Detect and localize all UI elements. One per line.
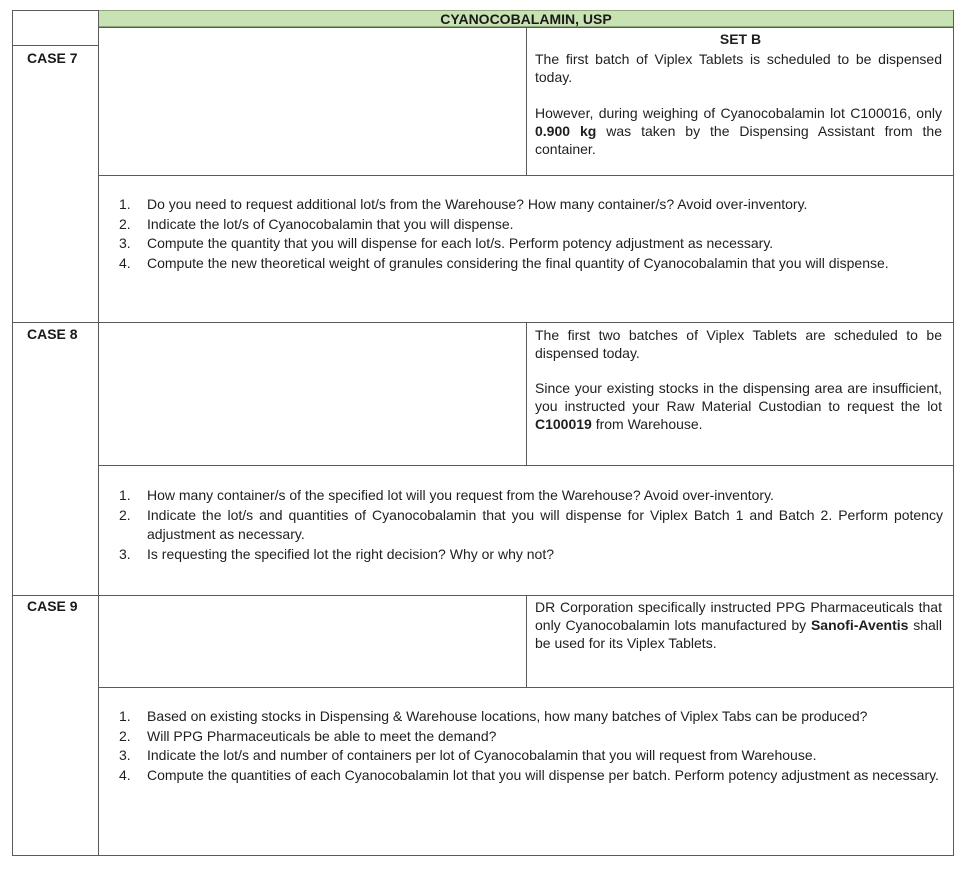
question-item — [119, 707, 943, 727]
question-number: 4. — [119, 254, 131, 271]
question-number: 3. — [119, 747, 131, 763]
case-9-questions — [119, 707, 943, 785]
case-9-scenario-p1 — [535, 598, 942, 652]
case-8-label: CASE 8 — [27, 326, 78, 342]
case-8-scenario-p2 — [535, 379, 942, 433]
case-9-label: CASE 9 — [27, 598, 78, 614]
text-run: DR Corporation specifically instructed PPG Pharmaceuticals that only Cyanocobalamin lots manufactured by — [535, 599, 942, 633]
text-run: Since your existing stocks in the dispensing area are insufficient, you instructed your Raw Material Custodian to request the lot — [535, 380, 942, 414]
question-text: Indicate the lot/s and quantities of Cyanocobalamin that you will dispense for Viplex Batch 1 and Batch 2. Perform potency adjustment as necessary. — [147, 506, 943, 542]
text-run: However, during weighing of Cyanocobalamin lot C100016, only — [535, 105, 942, 121]
weight-value: 0.900 kg — [535, 123, 597, 139]
case8-scenario-bottom — [98, 465, 954, 466]
case-7-questions — [119, 195, 943, 273]
question-text: Compute the quantities of each Cyanocobalamin lot that you will dispense per batch. Perform potency adjustment as necessary. — [147, 766, 939, 783]
text-run: from Warehouse. — [591, 416, 703, 432]
question-item — [119, 234, 943, 254]
question-text: Based on existing stocks in Dispensing & Warehouse locations, how many batches of Viplex Tabs can be produced? — [147, 708, 868, 724]
question-text: Indicate the lot/s and number of containers per lot of Cyanocobalamin that you will request from Warehouse. — [147, 747, 817, 763]
question-item — [119, 727, 943, 747]
case8-bottom-border — [12, 595, 954, 596]
table-bottom-border — [12, 855, 954, 856]
question-item — [119, 746, 943, 766]
question-item — [119, 506, 943, 545]
case-8-scenario-p1: The first two batches of Viplex Tablets are scheduled to be dispensed today. — [535, 327, 942, 361]
question-text: How many container/s of the specified lot will you request from the Warehouse? Avoid over-inventory. — [147, 487, 774, 503]
question-item — [119, 215, 943, 235]
question-number: 3. — [119, 545, 131, 562]
question-number: 3. — [119, 235, 131, 251]
case9-scenario-bottom — [98, 687, 954, 688]
question-number: 1. — [119, 487, 131, 503]
case8-scenario-divider — [526, 322, 527, 466]
question-number: 2. — [119, 506, 131, 523]
case-7-scenario-p2 — [535, 104, 942, 158]
case7-scenario-bottom — [98, 175, 954, 176]
table-title: CYANOCOBALAMIN, USP — [98, 10, 954, 27]
question-number: 2. — [119, 727, 131, 744]
question-number: 2. — [119, 215, 131, 232]
case-7-scenario-p1: The first batch of Viplex Tablets is scheduled to be dispensed today. — [535, 51, 942, 85]
question-item — [119, 486, 943, 506]
question-text: Compute the quantity that you will dispense for each lot/s. Perform potency adjustment as necessary. — [147, 235, 774, 251]
case7-scenario-divider — [526, 28, 527, 176]
case-column-divider — [98, 10, 99, 856]
question-item — [119, 254, 943, 274]
question-text: Will PPG Pharmaceuticals be able to meet the demand? — [147, 727, 497, 744]
table-right-border — [953, 10, 954, 856]
lot-number: C100019 — [535, 416, 592, 432]
case7-bottom-border — [12, 322, 954, 323]
question-text: Do you need to request additional lot/s from the Warehouse? How many container/s? Avoid over-inventory. — [147, 196, 808, 212]
question-text: Indicate the lot/s of Cyanocobalamin that you will dispense. — [147, 215, 514, 232]
question-number: 1. — [119, 196, 131, 212]
question-text: Compute the new theoretical weight of granules considering the final quantity of Cyanocobalamin that you will dispense. — [147, 254, 889, 271]
set-label: SET B — [719, 31, 762, 47]
question-item — [119, 545, 943, 565]
case-7-label: CASE 7 — [27, 50, 78, 66]
text-run: shall be used for its Viplex Tablets. — [535, 617, 943, 651]
table-left-border — [12, 10, 13, 856]
question-text: Is requesting the specified lot the right decision? Why or why not? — [147, 545, 554, 562]
question-number: 4. — [119, 766, 131, 783]
table-top-border — [12, 10, 98, 11]
label-header-divider — [12, 45, 98, 46]
case9-scenario-divider — [526, 595, 527, 688]
text-run: was taken by the Dispensing Assistant from the container. — [535, 123, 943, 157]
question-number: 1. — [119, 708, 131, 724]
manufacturer-name: Sanofi-Aventis — [810, 617, 909, 633]
question-item — [119, 195, 943, 215]
question-item — [119, 766, 943, 786]
case-8-questions — [119, 486, 943, 564]
